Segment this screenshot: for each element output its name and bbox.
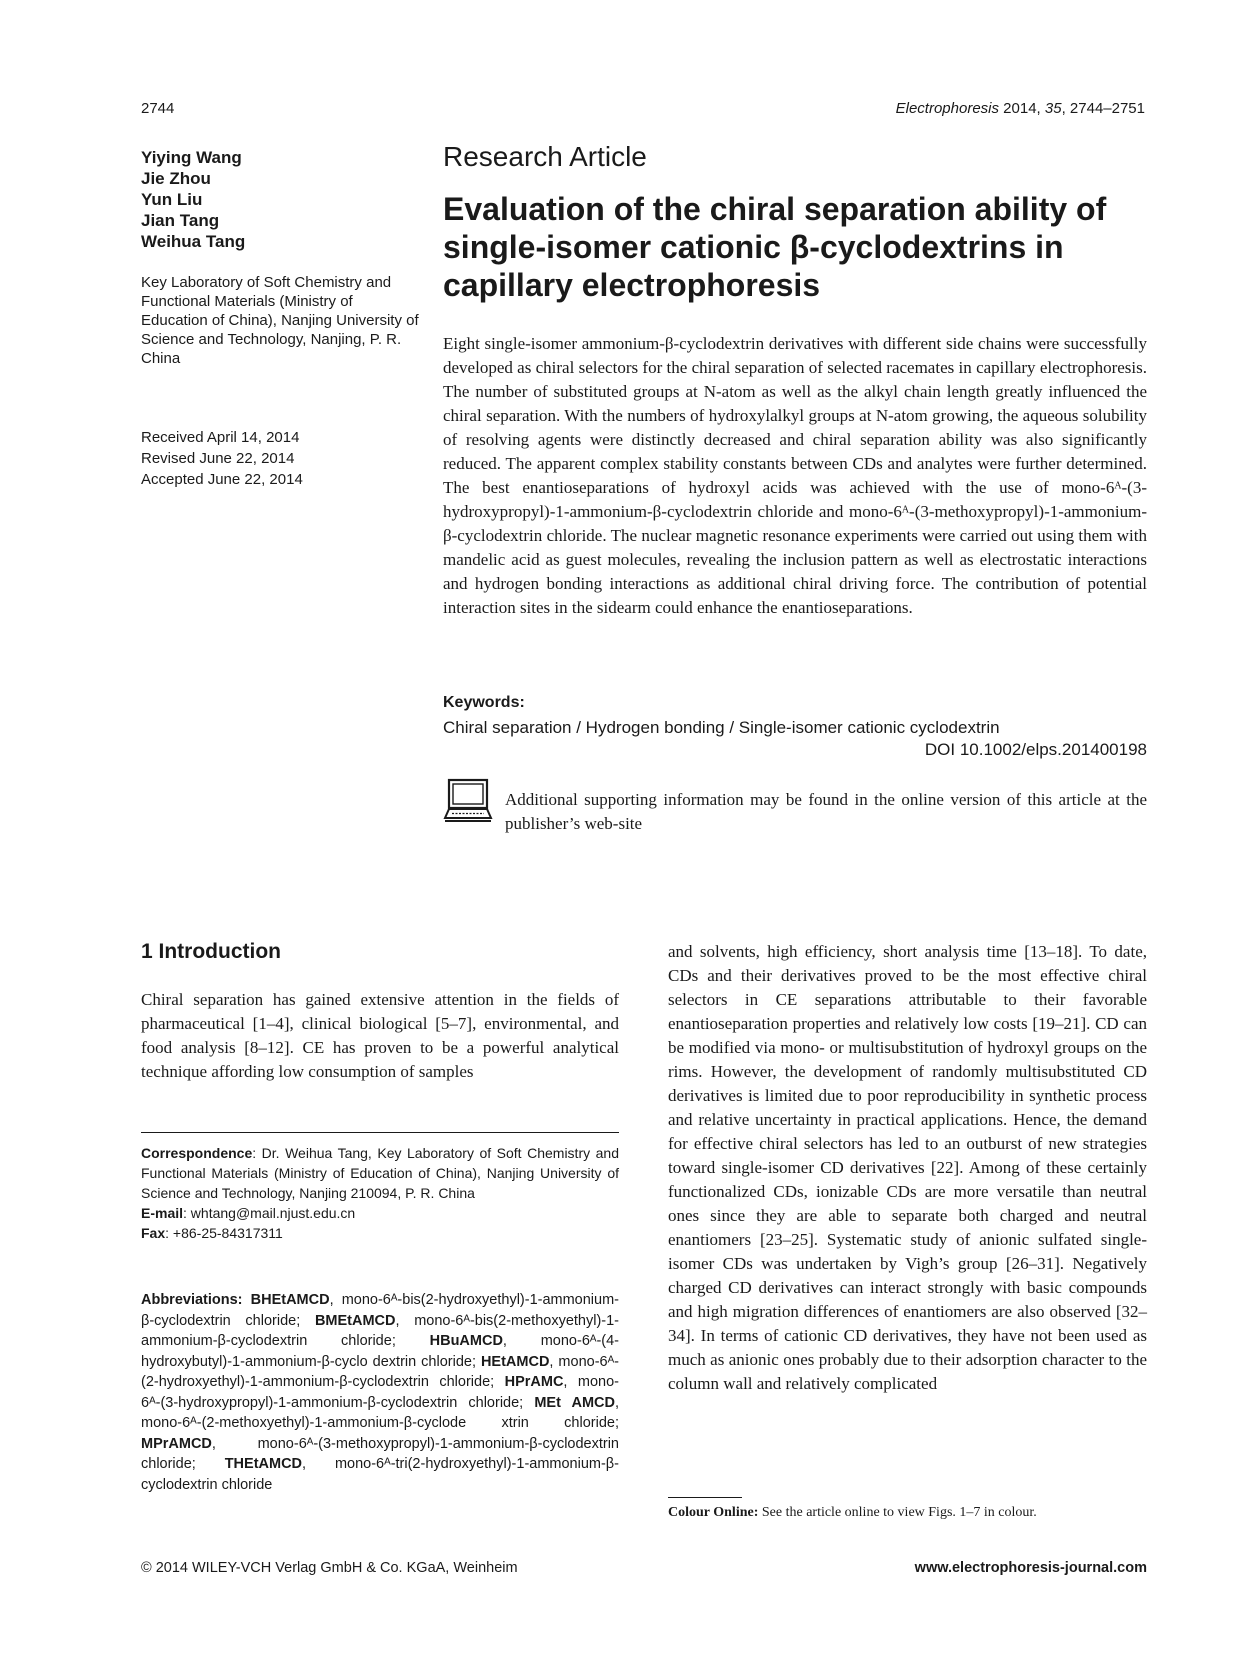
abbreviation-term: MPrAMCD — [141, 1435, 212, 1452]
colour-note-divider — [668, 1497, 742, 1498]
abbreviation-term: BMEtAMCD — [314, 1312, 396, 1329]
abbreviation-definition: , mono-6ᴬ-(4-hydroxybutyl)-1-ammonium-β-cyclo dextrin chloride; — [141, 1333, 620, 1370]
intro-paragraph-right: and solvents, high efficiency, short analysis time [13–18]. To date, CDs and their derivatives proved to be the most effective chiral selectors in CE separations attributable to their favorable enantioseparation properties and relatively low costs [19–21]. CD can be modified via mono- or multisubstitution of hydroxyl groups on the rims. However, the development of randomly multisubstituted CD derivatives is limited due to poor reproducibility in synthetic process and relative uncertainty in practical applications. Hence, the demand for effective chiral selectors has led to an outburst of new strategies toward single-isomer CD derivatives [22]. Among of these certainly functionalized CDs, ionizable CDs are more versatile than neutral ones since they are able to separate both charged and neutral enantiomers [23–25]. Systematic study of anionic sulfated single-isomer CDs was undertaken by Vigh’s group [26–31]. Negatively charged CD derivatives can interact strongly with basic compounds and high migration differences of enantiomers are also observed [32–34]. In terms of cationic CD derivatives, they have not been used as much as anionic ones probably due to their adsorption character to the column wall and relatively complicated — [668, 942, 1147, 1393]
supporting-info-note: Additional supporting information may be found in the online version of this article at the publisher’s web-site — [505, 790, 1147, 833]
abbreviation-definition: , mono-6ᴬ-bis(2-hydroxyethyl)-1-ammonium-β-cyclodextrin chloride; — [141, 1292, 620, 1329]
section-heading-introduction: 1 Introduction — [141, 940, 281, 963]
email-address[interactable]: : whtang@mail.njust.edu.cn — [183, 1205, 356, 1221]
article-title: Evaluation of the chiral separation ability of single-isomer cationic β-cyclodextrins in capillary electrophoresis — [443, 191, 1107, 303]
abbreviation-term: HPrAMC — [504, 1374, 564, 1390]
author-name: Jian Tang — [141, 211, 220, 230]
affiliation: Key Laboratory of Soft Chemistry and Functional Materials (Ministry of Education of China), Nanjing University of Science and Technology, Nanjing, P. R. China — [141, 274, 419, 367]
abbreviation-term: HEtAMCD — [480, 1353, 550, 1370]
abbreviation-definition: , mono-6ᴬ-bis(2-methoxyethyl)-1-ammonium-β-cyclodextrin chloride; — [141, 1312, 620, 1349]
journal-pages: , 2744–2751 — [1061, 100, 1145, 117]
author-name: Jie Zhou — [141, 169, 211, 188]
revised-date: Revised June 22, 2014 — [141, 450, 295, 467]
abbreviation-definition: , mono-6ᴬ-(3-hydroxypropyl)-1-ammonium-β-cyclodextrin chloride; — [141, 1374, 619, 1411]
accepted-date: Accepted June 22, 2014 — [141, 471, 303, 488]
correspondence-text: : Dr. Weihua Tang, Key Laboratory of Soft Chemistry and Functional Materials (Ministry of Education of China), Nanjing University of Science and Technology, Nanjing 210094, P. R. China — [141, 1145, 619, 1201]
abbreviation-definition: , mono-6ᴬ-(2-methoxyethyl)-1-ammonium-β-cyclode xtrin chloride; — [141, 1394, 619, 1431]
author-name: Yun Liu — [141, 190, 203, 209]
abbreviation-definition: , mono-6ᴬ-tri(2-hydroxyethyl)-1-ammonium-β-cyclodextrin chloride — [141, 1456, 619, 1493]
correspondence-note — [141, 1143, 619, 1243]
abbreviation-term: MEt AMCD — [534, 1394, 615, 1411]
journal-volume: 35 — [1044, 100, 1062, 117]
abbreviation-definition: , mono-6ᴬ-(2-hydroxyethyl)-1-ammonium-β-cyclodextrin chloride; — [141, 1353, 619, 1390]
journal-citation — [896, 100, 1145, 117]
keywords-heading: Keywords: — [443, 694, 525, 711]
received-date: Received April 14, 2014 — [141, 429, 300, 446]
copyright-notice: © 2014 WILEY-VCH Verlag GmbH & Co. KGaA, Weinheim — [141, 1560, 518, 1576]
abbreviation-term: THEtAMCD — [224, 1456, 303, 1472]
article-dates — [141, 427, 421, 490]
footnote-divider — [141, 1132, 619, 1133]
journal-year: 2014, — [999, 100, 1045, 117]
abbreviation-term: BHEtAMCD — [250, 1292, 330, 1308]
colour-online-note — [668, 1505, 1147, 1521]
doi[interactable]: DOI 10.1002/elps.201400198 — [924, 740, 1147, 759]
colour-online-text: See the article online to view Figs. 1–7 in colour. — [758, 1505, 1037, 1520]
author-name: Weihua Tang — [141, 232, 246, 251]
fax-number: : +86-25-84317311 — [165, 1225, 283, 1241]
intro-paragraph-left: Chiral separation has gained extensive attention in the fields of pharmaceutical [1–4], clinical biological [5–7], environmental, and food analysis [8–12]. CE has proven to be a powerful analytical technique affording low consumption of samples — [141, 990, 619, 1081]
fax-label: Fax — [141, 1225, 166, 1241]
article-type: Research Article — [443, 141, 647, 172]
abbreviations-note — [141, 1290, 619, 1495]
correspondence-label: Correspondence — [141, 1145, 253, 1161]
journal-name: Electrophoresis — [895, 100, 1000, 117]
abbreviations-label: Abbreviations: — [141, 1292, 251, 1308]
abbreviation-term: HBuAMCD — [429, 1333, 503, 1349]
journal-website-link[interactable]: www.electrophoresis-journal.com — [914, 1560, 1147, 1576]
keywords-text: Chiral separation / Hydrogen bonding / Single-isomer cationic cyclodextrin — [443, 718, 1000, 737]
author-list — [141, 147, 421, 252]
computer-icon — [443, 778, 493, 824]
abbreviation-definition: , mono-6ᴬ-(3-methoxypropyl)-1-ammonium-β-cyclodextrin chloride; — [141, 1435, 619, 1472]
colour-online-label: Colour Online: — [668, 1505, 759, 1520]
email-label: E-mail — [141, 1205, 184, 1221]
abstract: Eight single-isomer ammonium-β-cyclodextrin derivatives with different side chains were successfully developed as chiral selectors for the chiral separation of selected racemates in capillary electrophoresis. The number of substituted groups at N-atom as well as the alkyl chain length greatly influenced the chiral separation. With the numbers of hydroxylalkyl groups at N-atom growing, the aqueous solubility of resolving agents were distinctly decreased and chiral separation ability was also significantly reduced. The apparent complex stability constants between CDs and analytes were further determined. The best enantioseparations of hydroxyl acids was achieved with the use of mono-6ᴬ-(3-hydroxypropyl)-1-ammonium-β-cyclodextrin chloride and mono-6ᴬ-(3-methoxypropyl)-1-ammonium-β-cyclodextrin chloride. The nuclear magnetic resonance experiments were carried out using them with mandelic acid as guest molecules, revealing the inclusion pattern as well as electrostatic interactions and hydrogen bonding interactions as additional chiral driving force. The contribution of potential interaction sites in the sidearm could enhance the enantioseparations. — [443, 334, 1147, 617]
page-number: 2744 — [141, 100, 175, 117]
author-name: Yiying Wang — [141, 148, 242, 167]
